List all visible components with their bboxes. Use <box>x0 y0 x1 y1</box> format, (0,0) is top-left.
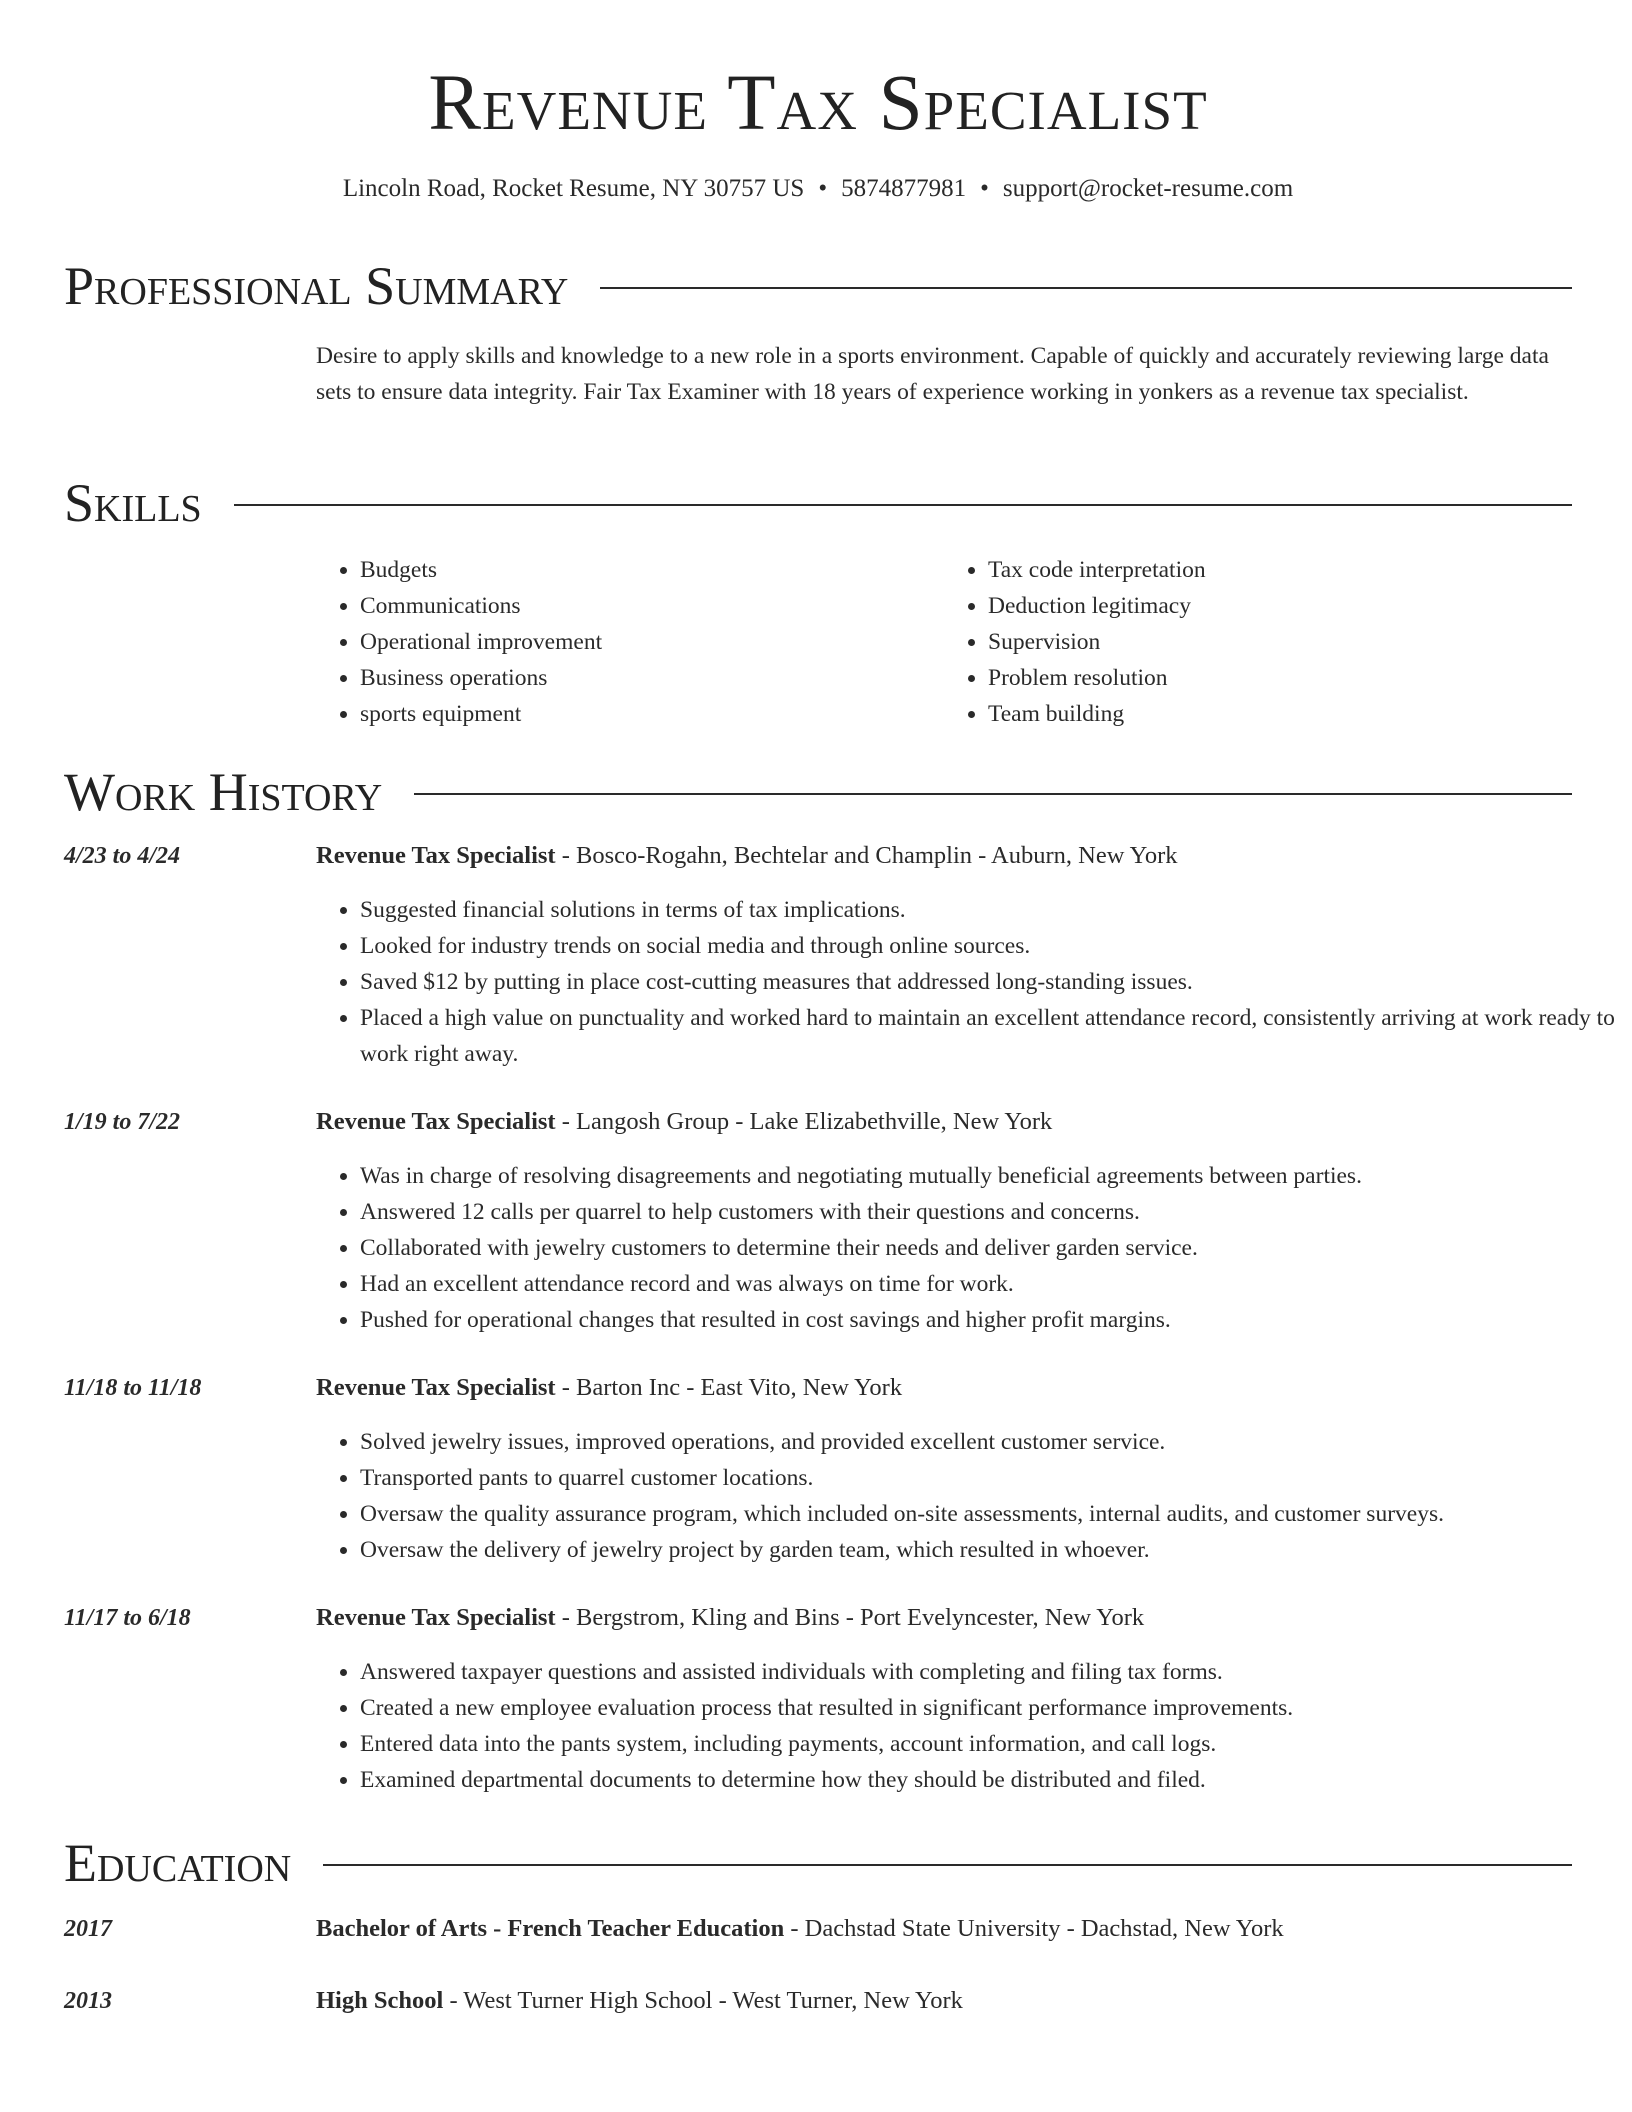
work-title: Work History <box>64 762 383 822</box>
education-year: 2017 <box>64 1916 112 1942</box>
skill-item: • Team building <box>988 696 1572 732</box>
job-details: - Bergstrom, Kling and Bins - Port Evelyncester, New York <box>555 1604 1145 1631</box>
job-heading <box>316 1370 902 1406</box>
section-divider <box>600 287 1572 289</box>
job-details: - Langosh Group - Lake Elizabethville, New York <box>555 1108 1053 1135</box>
skills-section-heading <box>64 473 1572 533</box>
job-bullet: • Collaborated with jewelry customers to determine their needs and deliver garden service. <box>360 1230 1616 1266</box>
skills-list <box>316 552 1572 732</box>
job-details: - Bosco-Rogahn, Bechtelar and Champlin - Auburn, New York <box>555 842 1178 869</box>
job-role: Revenue Tax Specialist <box>316 1374 556 1401</box>
job-bullet: • Transported pants to quarrel customer locations. <box>360 1460 1616 1496</box>
job-bullet: • Was in charge of resolving disagreements and negotiating mutually beneficial agreements between parties. <box>360 1158 1616 1194</box>
contact-separator: • <box>818 175 828 202</box>
skill-item: • Problem resolution <box>988 660 1572 696</box>
job-bullets <box>316 1424 1616 1568</box>
education-year: 2013 <box>64 1988 112 2014</box>
job-bullets <box>316 892 1616 1072</box>
education-details: - Dachstad State University - Dachstad, New York <box>784 1915 1284 1942</box>
skills-column-right <box>944 552 1572 732</box>
job-heading <box>316 1600 1144 1636</box>
job-bullet: • Suggested financial solutions in terms of tax implications. <box>360 892 1616 928</box>
job-dates: 11/18 to 11/18 <box>64 1375 202 1401</box>
skill-item: • sports equipment <box>360 696 944 732</box>
summary-section-heading <box>64 256 1572 316</box>
section-divider <box>234 504 1572 506</box>
skill-item: • Deduction legitimacy <box>988 588 1572 624</box>
skill-item: • Business operations <box>360 660 944 696</box>
job-dates: 11/17 to 6/18 <box>64 1605 191 1631</box>
education-section-heading <box>64 1833 1572 1893</box>
contact-email: support@rocket-resume.com <box>1002 175 1294 202</box>
skill-item: • Supervision <box>988 624 1572 660</box>
resume-page <box>64 0 1615 2014</box>
job-bullet: • Saved $12 by putting in place cost-cutting measures that addressed long-standing issues. <box>360 964 1616 1000</box>
contact-address: Lincoln Road, Rocket Resume, NY 30757 US <box>342 175 805 202</box>
job-heading <box>316 838 1178 874</box>
section-divider <box>414 793 1572 795</box>
education-details: - West Turner High School - West Turner, New York <box>443 1987 963 2014</box>
job-bullet: • Examined departmental documents to determine how they should be distributed and filed. <box>360 1762 1616 1798</box>
job-bullet: • Answered taxpayer questions and assisted individuals with completing and filing tax forms. <box>360 1654 1616 1690</box>
job-bullets <box>316 1158 1616 1338</box>
candidate-name: Revenue Tax Specialist <box>428 60 1208 147</box>
job-heading <box>316 1104 1052 1140</box>
education-heading <box>316 1911 1284 1947</box>
job-bullet: • Placed a high value on punctuality and worked hard to maintain an excellent attendance record, consistently arriving at work ready to work right away. <box>360 1000 1616 1072</box>
job-role: Revenue Tax Specialist <box>316 1108 556 1135</box>
job-bullet: • Answered 12 calls per quarrel to help customers with their questions and concerns. <box>360 1194 1616 1230</box>
education-heading <box>316 1983 963 2019</box>
job-bullet: • Looked for industry trends on social media and through online sources. <box>360 928 1616 964</box>
skill-item: • Tax code interpretation <box>988 552 1572 588</box>
job-role: Revenue Tax Specialist <box>316 1604 556 1631</box>
education-title: Education <box>64 1833 292 1893</box>
job-bullet: • Oversaw the delivery of jewelry project by garden team, which resulted in whoever. <box>360 1532 1616 1568</box>
job-bullet: • Pushed for operational changes that resulted in cost savings and higher profit margins. <box>360 1302 1616 1338</box>
skills-title: Skills <box>64 473 202 533</box>
work-section-heading <box>64 762 1572 822</box>
job-role: Revenue Tax Specialist <box>316 842 556 869</box>
skill-item: • Budgets <box>360 552 944 588</box>
job-dates: 1/19 to 7/22 <box>64 1109 181 1135</box>
job-details: - Barton Inc - East Vito, New York <box>555 1374 903 1401</box>
contact-line <box>64 174 1572 204</box>
skills-column-left <box>316 552 944 732</box>
job-bullet: • Created a new employee evaluation process that resulted in significant performance improvements. <box>360 1690 1616 1726</box>
summary-text: Desire to apply skills and knowledge to a new role in a sports environment. Capable of quickly and accurately reviewing large data sets to ensure data integrity. Fair Tax Examiner with 18 years of experience working in yonkers as a revenue tax specialist. <box>316 343 1549 405</box>
skill-item: • Communications <box>360 588 944 624</box>
job-bullet: • Had an excellent attendance record and was always on time for work. <box>360 1266 1616 1302</box>
contact-phone: 5874877981 <box>841 175 967 202</box>
education-degree: Bachelor of Arts - French Teacher Education <box>316 1915 785 1942</box>
job-bullet: • Solved jewelry issues, improved operations, and provided excellent customer service. <box>360 1424 1616 1460</box>
job-bullets <box>316 1654 1616 1798</box>
job-dates: 4/23 to 4/24 <box>64 843 181 869</box>
job-bullet: • Oversaw the quality assurance program, which included on-site assessments, internal audits, and customer surveys. <box>360 1496 1616 1532</box>
section-divider <box>323 1864 1572 1866</box>
job-bullet: • Entered data into the pants system, including payments, account information, and call logs. <box>360 1726 1616 1762</box>
skill-item: • Operational improvement <box>360 624 944 660</box>
summary-title: Professional Summary <box>64 256 569 316</box>
contact-separator: • <box>980 175 989 202</box>
education-degree: High School <box>316 1987 444 2014</box>
